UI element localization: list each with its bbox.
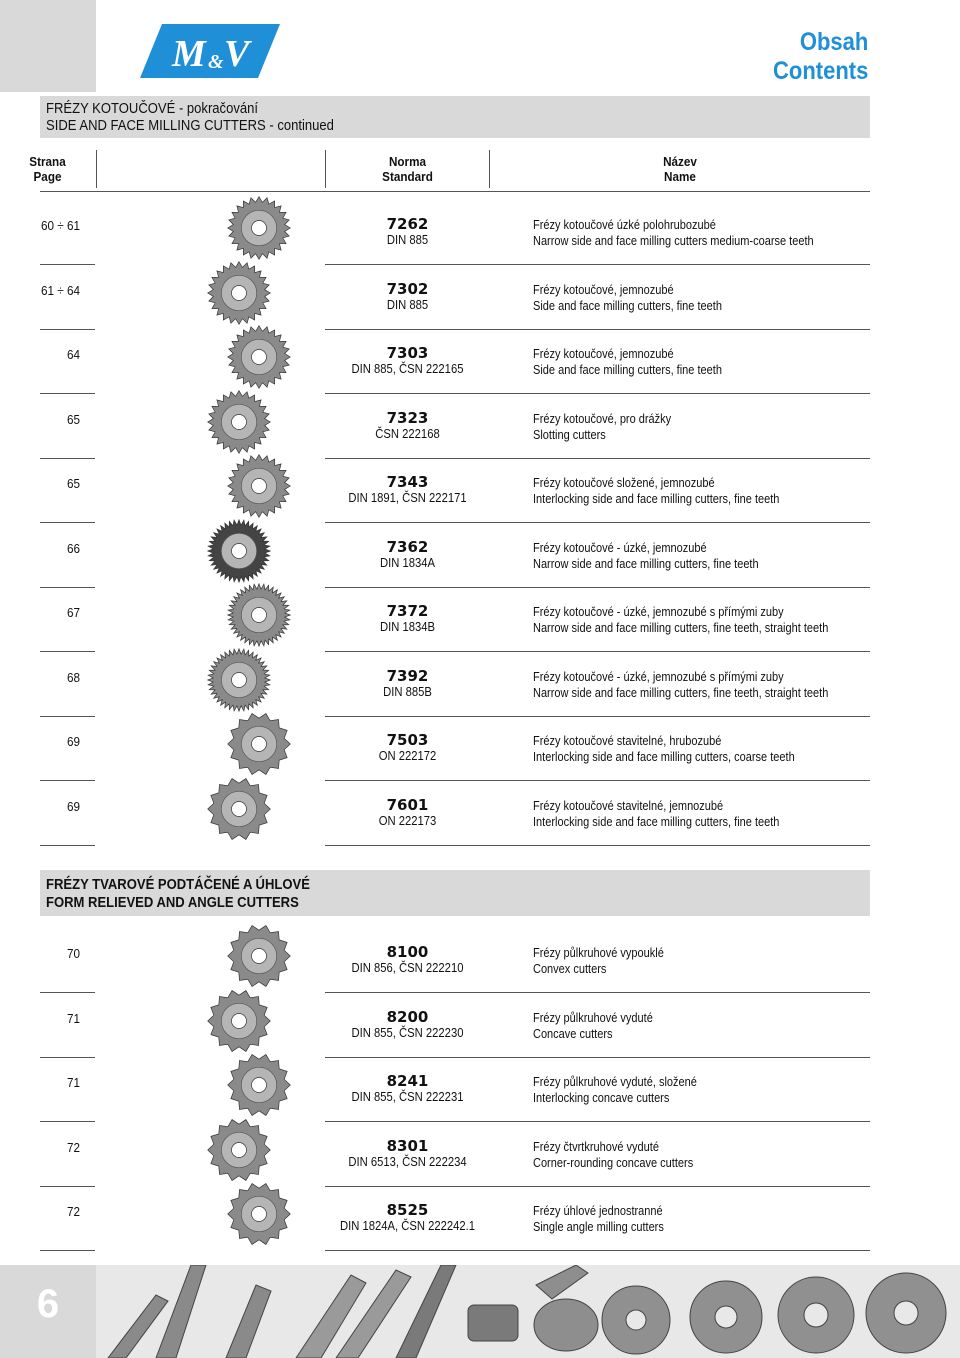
- row-standard: DIN 885: [386, 233, 429, 247]
- section2-title-en: FORM RELIEVED AND ANGLE CUTTERS: [46, 895, 299, 911]
- row-catalog-code: 7503: [386, 731, 429, 749]
- column-header-name: [644, 154, 716, 184]
- row-catalog-code: 7262: [386, 215, 429, 233]
- row-standard: DIN 885B: [383, 684, 432, 699]
- disc-cutter-icon: [602, 1273, 946, 1354]
- row-catalog-code: 8100: [386, 943, 429, 961]
- row-page-number: 61 ÷ 64: [41, 282, 80, 298]
- column-header-page: [23, 154, 73, 184]
- row-page-number: 65: [66, 476, 80, 491]
- row-standard: DIN 1834A: [379, 555, 436, 570]
- row-catalog-code: 7343: [386, 473, 429, 491]
- section2-header: [40, 870, 870, 916]
- row-name-en: Interlocking concave cutters: [533, 1091, 670, 1105]
- row-name-en: Interlocking side and face milling cutters, fine teeth: [533, 814, 780, 829]
- row-divider: [40, 845, 95, 846]
- row-page-number: 69: [66, 798, 80, 814]
- svg-text:M: M: [172, 33, 206, 75]
- row-standard: DIN 855, ČSN 222231: [351, 1090, 464, 1104]
- row-name-cz: Frézy úhlové jednostranné: [533, 1204, 663, 1218]
- row-catalog-code: 7303: [386, 344, 429, 362]
- row-name-en: Narrow side and face milling cutters, fine teeth, straight teeth: [533, 685, 829, 700]
- end-mill-icon: [108, 1265, 271, 1358]
- header-title-en: Contents: [772, 57, 868, 85]
- row-name-cz: Frézy půlkruhové vypouklé: [533, 946, 664, 960]
- row-page-number: 67: [66, 605, 80, 620]
- column-divider: [489, 150, 490, 188]
- t-slot-cutter-icon: [396, 1265, 518, 1358]
- row-name-cz: Frézy kotoučové, jemnozubé: [533, 347, 674, 361]
- left-grey-column: [0, 0, 96, 92]
- svg-text:&: &: [208, 51, 224, 73]
- svg-text:V: V: [224, 33, 250, 75]
- row-page-number: 64: [66, 347, 80, 362]
- page-number: 6: [36, 1282, 60, 1326]
- column-header-page-cz: Strana: [29, 154, 66, 169]
- row-standard: ON 222173: [378, 813, 437, 828]
- column-divider: [96, 150, 97, 188]
- row-standard: DIN 6513, ČSN 222234: [348, 1154, 467, 1169]
- angle-cutter-icon: [225, 1180, 293, 1253]
- row-standard: DIN 1891, ČSN 222171: [348, 491, 467, 505]
- row-name-en: Corner-rounding concave cutters: [533, 1155, 694, 1170]
- row-name-en: Narrow side and face milling cutters, fine teeth, straight teeth: [533, 621, 829, 635]
- row-name-cz: Frézy kotoučové úzké polohrubozubé: [533, 218, 716, 232]
- column-header-name-en: Name: [664, 169, 696, 184]
- section2-title-cz: FRÉZY TVAROVÉ PODTÁČENÉ A ÚHLOVÉ: [46, 877, 310, 893]
- section1-header: [40, 96, 870, 138]
- row-catalog-code: 7362: [386, 537, 429, 556]
- row-page-number: 72: [66, 1139, 80, 1155]
- row-name-en: Narrow side and face milling cutters medium-coarse teeth: [533, 234, 814, 248]
- row-divider: [325, 1250, 870, 1251]
- column-divider: [325, 150, 326, 188]
- row-standard: DIN 856, ČSN 222210: [351, 961, 464, 975]
- row-name-cz: Frézy kotoučové - úzké, jemnozubé s přímými zuby: [533, 669, 784, 684]
- row-standard: DIN 885, ČSN 222165: [351, 362, 464, 376]
- row-name-en: Narrow side and face milling cutters, fine teeth: [533, 556, 759, 571]
- row-name-cz: Frézy kotoučové - úzké, jemnozubé s přímými zuby: [533, 605, 784, 619]
- row-page-number: 70: [66, 946, 80, 961]
- row-page-number: 71: [66, 1075, 80, 1090]
- row-catalog-code: 7601: [386, 795, 429, 814]
- row-name-cz: Frézy kotoučové - úzké, jemnozubé: [533, 540, 707, 555]
- row-catalog-code: 8525: [386, 1201, 429, 1219]
- row-name-cz: Frézy čtvrtkruhové vyduté: [533, 1139, 659, 1154]
- row-page-number: 71: [66, 1010, 80, 1026]
- row-divider: [325, 845, 870, 846]
- row-name-cz: Frézy kotoučové stavitelné, jemnozubé: [533, 798, 724, 813]
- row-standard: DIN 1824A, ČSN 222242.1: [339, 1219, 476, 1233]
- row-catalog-code: 7323: [386, 408, 429, 427]
- end-mill-icon: [296, 1270, 411, 1358]
- row-name-en: Side and face milling cutters, fine teeth: [533, 363, 722, 377]
- row-divider: [40, 1250, 95, 1251]
- row-standard: DIN 855, ČSN 222230: [351, 1025, 464, 1040]
- row-catalog-code: 7372: [386, 602, 429, 620]
- row-page-number: 65: [66, 411, 80, 427]
- row-name-en: Single angle milling cutters: [533, 1220, 664, 1234]
- ball-mill-icon: [534, 1265, 598, 1351]
- row-page-number: 68: [66, 669, 80, 685]
- row-name-cz: Frézy kotoučové, pro drážky: [533, 411, 672, 426]
- row-name-cz: Frézy půlkruhové vyduté, složené: [533, 1075, 697, 1089]
- column-header-standard-cz: Norma: [388, 154, 427, 169]
- row-name-en: Interlocking side and face milling cutters, fine teeth: [533, 492, 780, 506]
- row-catalog-code: 8241: [386, 1072, 429, 1090]
- column-header-page-en: Page: [33, 169, 62, 184]
- row-standard: DIN 885: [386, 297, 429, 312]
- row-catalog-code: 7392: [386, 666, 429, 685]
- brand-logo: [140, 24, 280, 78]
- adjustable-cutter-icon: [205, 775, 273, 848]
- column-header-standard-en: Standard: [382, 169, 433, 184]
- row-name-cz: Frézy půlkruhové vyduté: [533, 1010, 653, 1025]
- row-name-en: Side and face milling cutters, fine teeth: [533, 298, 722, 313]
- row-page-number: 66: [66, 540, 80, 556]
- header-title-cz: Obsah: [799, 28, 868, 56]
- row-page-number: 60 ÷ 61: [41, 218, 80, 233]
- section1-title-cz: FRÉZY KOTOUČOVÉ - pokračování: [46, 101, 259, 117]
- row-name-en: Slotting cutters: [533, 427, 606, 442]
- row-catalog-code: 7302: [386, 279, 429, 298]
- row-catalog-code: 8301: [386, 1136, 429, 1155]
- row-name-en: Convex cutters: [533, 962, 607, 976]
- row-catalog-code: 8200: [386, 1007, 429, 1026]
- page-header-title: [773, 28, 868, 86]
- row-page-number: 69: [66, 734, 80, 749]
- row-name-en: Interlocking side and face milling cutters, coarse teeth: [533, 750, 795, 764]
- row-standard: ČSN 222168: [375, 426, 440, 441]
- footer-tools-illustration: [96, 1265, 960, 1358]
- column-header-name-cz: Název: [663, 154, 697, 169]
- section1-title-en: SIDE AND FACE MILLING CUTTERS - continued: [46, 118, 334, 134]
- row-name-cz: Frézy kotoučové stavitelné, hrubozubé: [533, 734, 722, 748]
- row-standard: ON 222172: [378, 749, 437, 763]
- row-name-en: Concave cutters: [533, 1026, 613, 1041]
- row-name-cz: Frézy kotoučové složené, jemnozubé: [533, 476, 715, 490]
- column-header-standard: [369, 154, 446, 184]
- row-page-number: 72: [66, 1204, 80, 1219]
- row-name-cz: Frézy kotoučové, jemnozubé: [533, 282, 674, 297]
- row-standard: DIN 1834B: [379, 620, 436, 634]
